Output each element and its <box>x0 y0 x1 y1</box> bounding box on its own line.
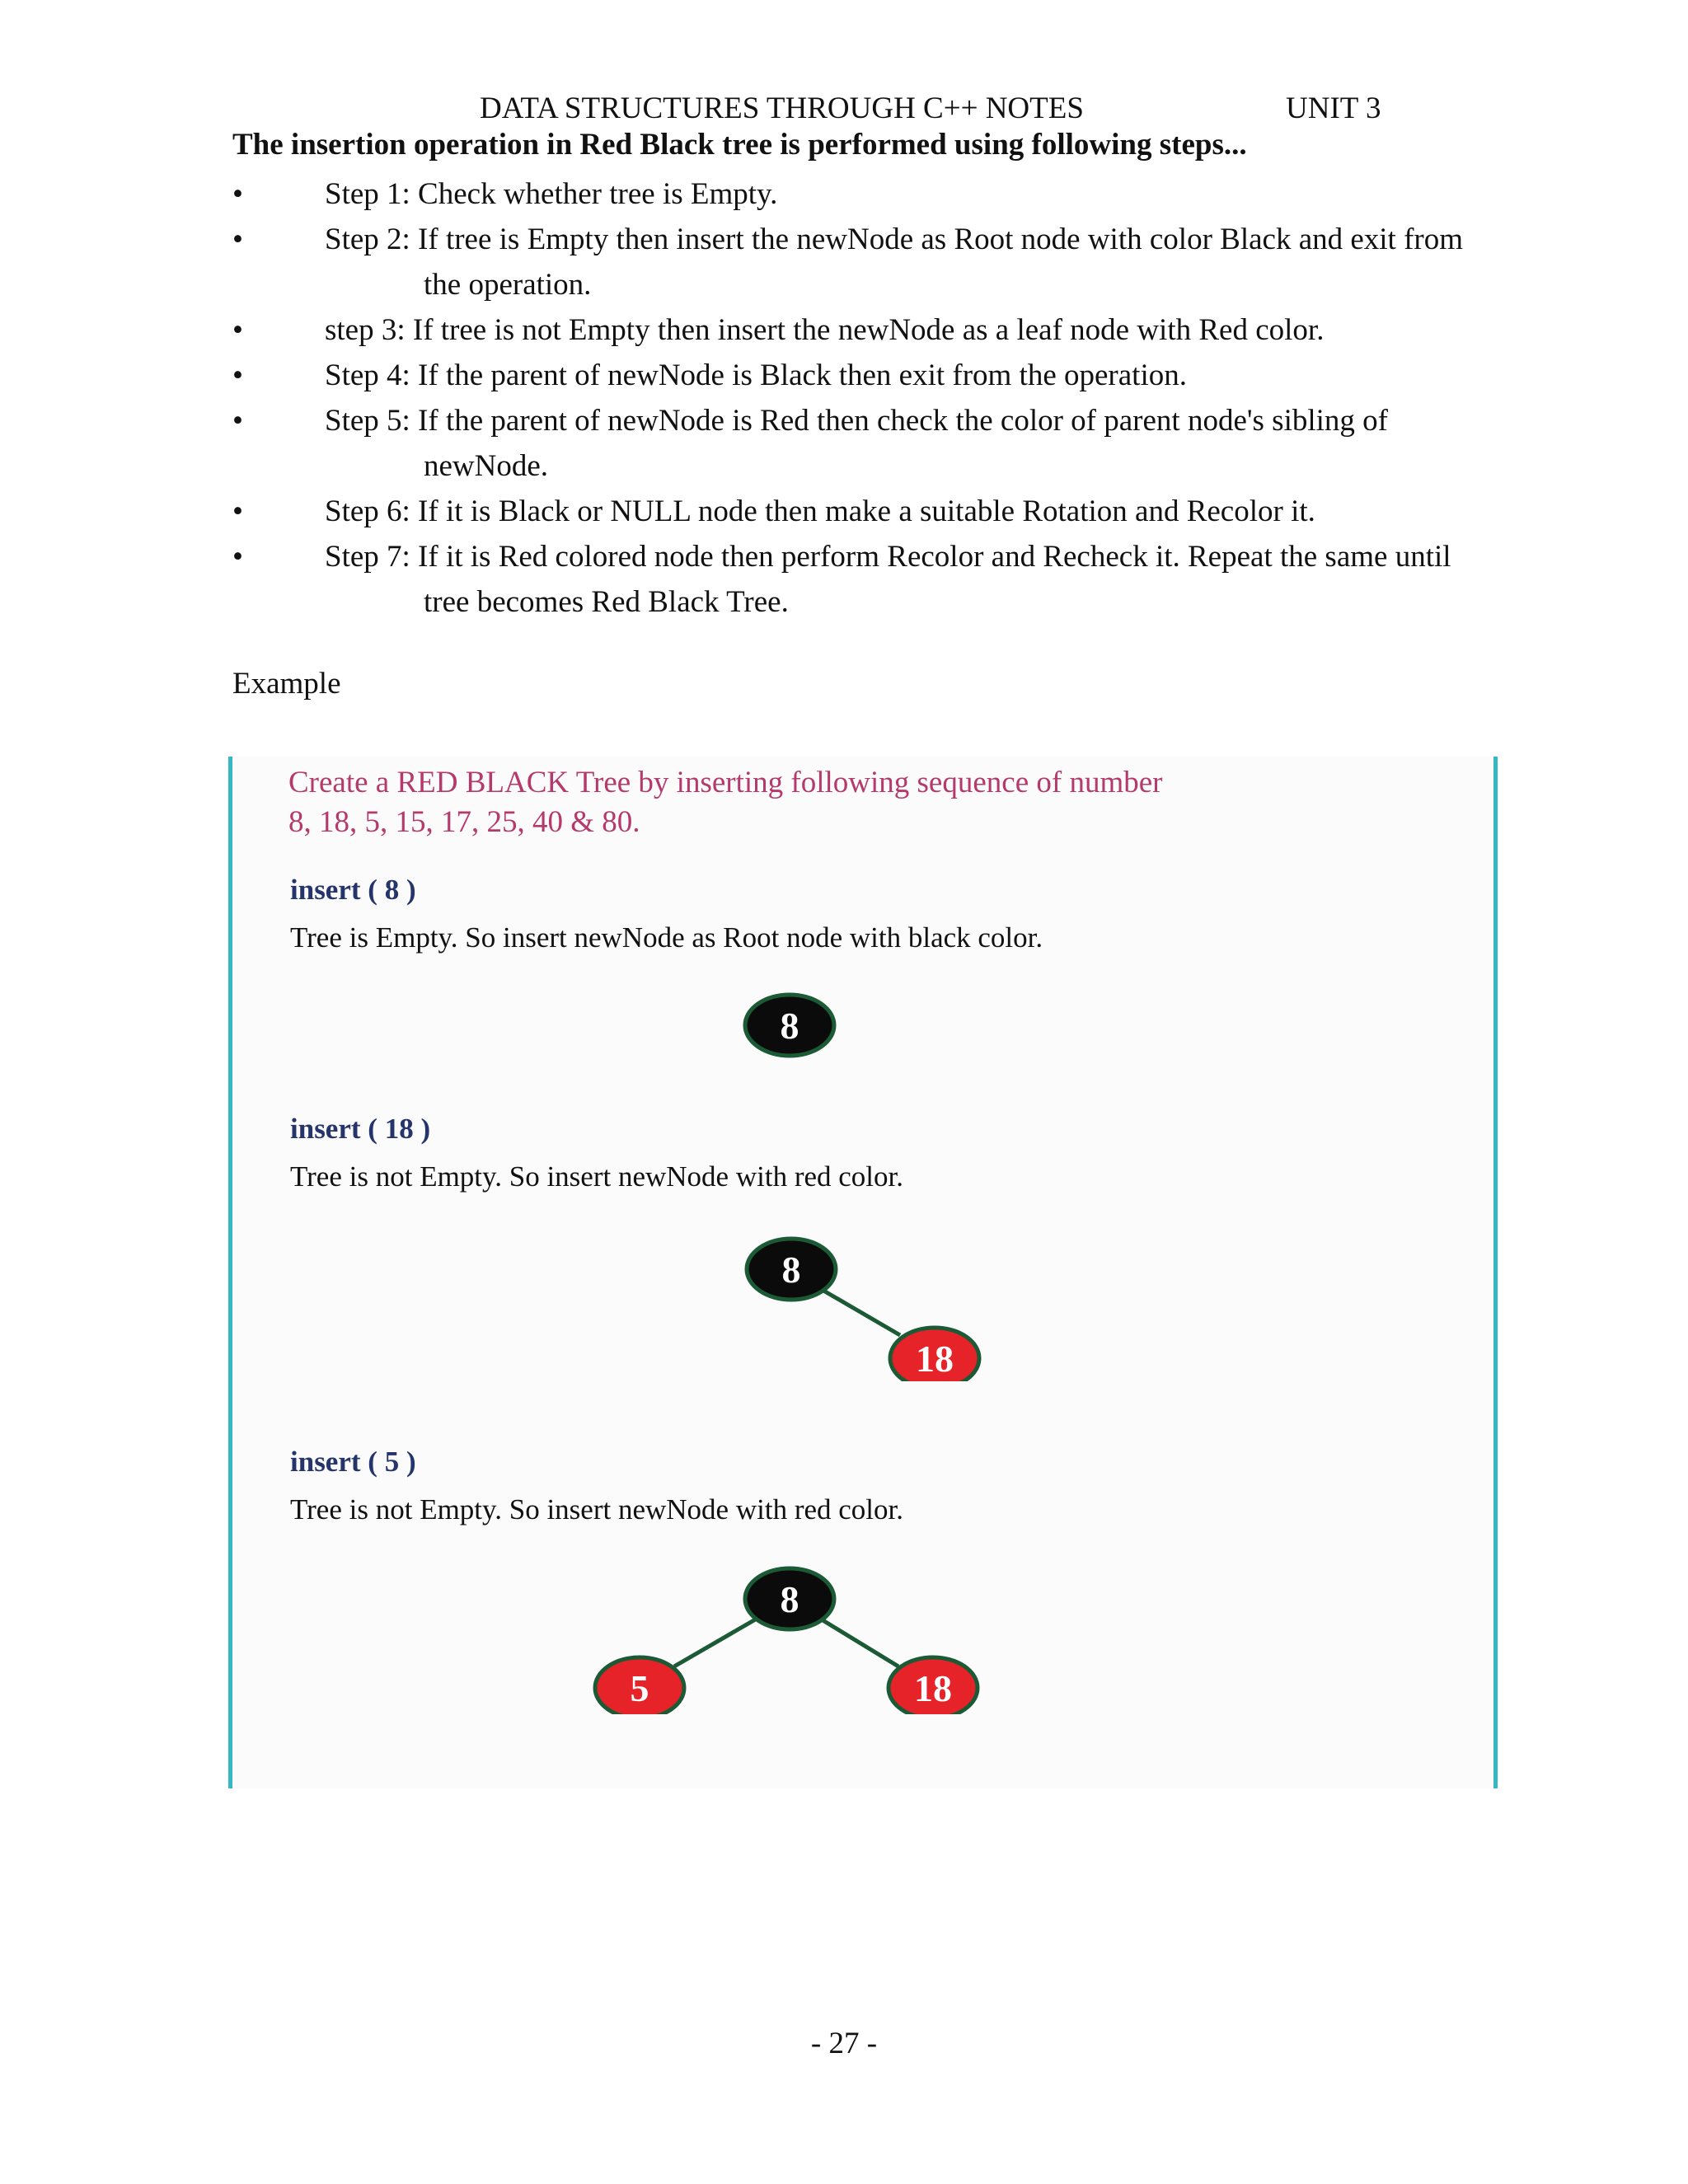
figure-title <box>288 763 1162 842</box>
header-title: DATA STRUCTURES THROUGH C++ NOTES <box>480 91 1084 125</box>
insert-8-label: insert ( 8 ) <box>290 874 416 906</box>
bullet: • <box>232 540 243 574</box>
bullet: • <box>232 404 243 438</box>
tree-node-18 <box>890 1328 979 1381</box>
bullet: • <box>232 223 243 256</box>
step-text: Step 1: Check whether tree is Empty. <box>325 177 778 211</box>
bullet: • <box>232 177 243 211</box>
list-item <box>232 534 1485 625</box>
example-figure <box>228 757 1498 1788</box>
bullet: • <box>232 494 243 528</box>
tree-diagram-insert-18 <box>232 1216 1493 1381</box>
node-label: 8 <box>780 1005 799 1047</box>
tree-node-5 <box>595 1657 684 1714</box>
insert-5-label: insert ( 5 ) <box>290 1446 416 1478</box>
step-text: Step 5: If the parent of newNode is Red then check the color of parent node's sibling of <box>325 404 1388 438</box>
insert-18-description: Tree is not Empty. So insert newNode with red color. <box>290 1160 903 1193</box>
tree-diagram-insert-5 <box>232 1549 1493 1714</box>
section-heading: The insertion operation in Red Black tree is performed using following steps... <box>232 128 1247 162</box>
tree-node-18 <box>889 1657 978 1714</box>
figure-title-line-1: Create a RED BLACK Tree by inserting following sequence of number <box>288 766 1163 799</box>
step-continuation: the operation. <box>424 268 592 302</box>
example-label: Example <box>232 667 341 701</box>
step-text: Step 6: If it is Black or NULL node then make a suitable Rotation and Recolor it. <box>325 494 1315 528</box>
step-continuation: tree becomes Red Black Tree. <box>424 585 789 619</box>
step-text: Step 2: If tree is Empty then insert the newNode as Root node with color Black and exit from <box>325 223 1464 256</box>
list-item <box>232 489 1485 534</box>
list-item <box>232 307 1485 353</box>
tree-diagram-insert-8 <box>232 977 1493 1076</box>
tree-node-8 <box>745 995 834 1056</box>
step-continuation: newNode. <box>424 449 549 483</box>
bullet: • <box>232 313 243 347</box>
node-label: 8 <box>781 1249 801 1291</box>
page-number: - 27 - <box>810 2027 878 2060</box>
tree-edge-8-5 <box>674 1612 768 1666</box>
list-item <box>232 398 1485 489</box>
node-label: 5 <box>630 1667 649 1709</box>
figure-title-line-2: 8, 18, 5, 15, 17, 25, 40 & 80. <box>288 805 640 839</box>
bullet: • <box>232 359 243 392</box>
steps-list <box>232 171 1485 625</box>
node-label: 18 <box>914 1667 952 1709</box>
node-label: 8 <box>780 1578 799 1620</box>
step-text: Step 7: If it is Red colored node then perform Recolor and Recheck it. Repeat the same until <box>325 540 1451 574</box>
insert-18-label: insert ( 18 ) <box>290 1113 431 1145</box>
list-item <box>232 353 1485 398</box>
tree-node-8 <box>745 1568 834 1629</box>
list-item <box>232 171 1485 217</box>
list-item <box>232 217 1485 307</box>
insert-8-description: Tree is Empty. So insert newNode as Root node with black color. <box>290 921 1043 954</box>
header-unit: UNIT 3 <box>1286 91 1381 125</box>
node-label: 18 <box>916 1338 954 1380</box>
insert-5-description: Tree is not Empty. So insert newNode with red color. <box>290 1493 903 1526</box>
step-text: step 3: If tree is not Empty then insert the newNode as a leaf node with Red color. <box>325 313 1325 347</box>
tree-node-8 <box>747 1239 836 1300</box>
step-text: Step 4: If the parent of newNode is Black then exit from the operation. <box>325 359 1187 392</box>
page-header <box>0 91 1688 132</box>
